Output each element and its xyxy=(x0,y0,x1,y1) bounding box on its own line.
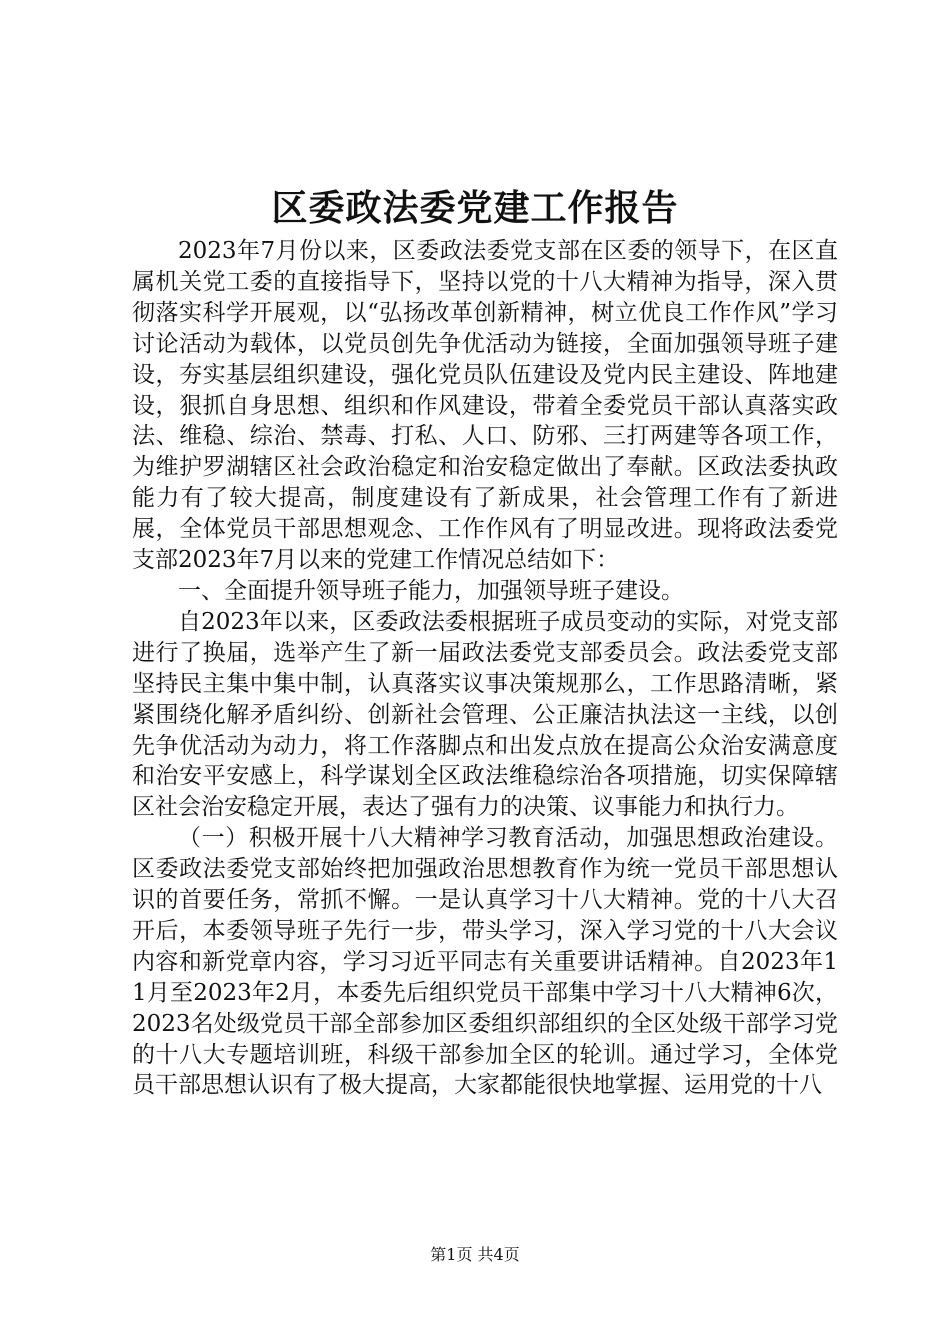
document-body xyxy=(132,236,838,1101)
paragraph-section-heading-1: 一、全面提升领导班子能力，加强领导班子建设。 xyxy=(178,577,684,604)
paragraph-intro: 2023年7月份以来，区委政法委党支部在区委的领导下，在区直属机关党工委的直接指导下，坚持以党的十八大精神为指导，深入贯彻落实科学开展观，以“弘扬改革创新精神，树立优良工作作风”学习讨论活动为载体，以党员创先争优活动为链接，全面加强领导班子建设，夯实基层组织建设，强化党员队伍建设及党内民主建设、阵地建设，狠抓自身思想、组织和作风建设，带着全委党员干部认真落实政法、维稳、综治、禁毒、打私、人口、防邪、三打两建等各项工作，为维护罗湖辖区社会政治稳定和治安稳定做出了奉献。区政法委执政能力有了较大提高，制度建设有了新成果，社会管理工作有了新进展，全体党员干部思想观念、工作作风有了明显改进。现将政法委党支部2023年7月以来的党建工作情况总结如下： xyxy=(132,238,838,574)
paragraph-subsection-1: （一）积极开展十八大精神学习教育活动，加强思想政治建设。区委政法委党支部始终把加强政治思想教育作为统一党员干部思想认识的首要任务，常抓不懈。一是认真学习十八大精神。党的十八大召开后，本委领导班子先行一步，带头学习，深入学习党的十八大会议内容和新党章内容，学习习近平同志有关重要讲话精神。自2023年11月至2023年2月，本委先后组织党员干部集中学习十八大精神6次，2023名处级党员干部全部参加区委组织部组织的全区处级干部学习党的十八大专题培训班，科级干部参加全区的轮训。通过学习，全体党员干部思想认识有了极大提高，大家都能很快地掌握、运用党的十八 xyxy=(132,825,838,1099)
page-footer: 第1页 共4页 xyxy=(430,1245,520,1264)
document-title: 区委政法委党建工作报告 xyxy=(271,187,679,229)
paragraph-leadership: 自2023年以来，区委政法委根据班子成员变动的实际，对党支部进行了换届，选举产生了新一届政法委党支部委员会。政法委党支部坚持民主集中集中制，认真落实议事决策规那么，工作思路清晰，紧紧围绕化解矛盾纠纷、创新社会管理、公正廉洁执法这一主线，以创先争优活动为动力，将工作落脚点和出发点放在提高公众治安满意度和治安平安感上，科学谋划全区政法维稳综治各项措施，切实保障辖区社会治安稳定开展，表达了强有力的决策、议事能力和执行力。 xyxy=(132,608,838,821)
